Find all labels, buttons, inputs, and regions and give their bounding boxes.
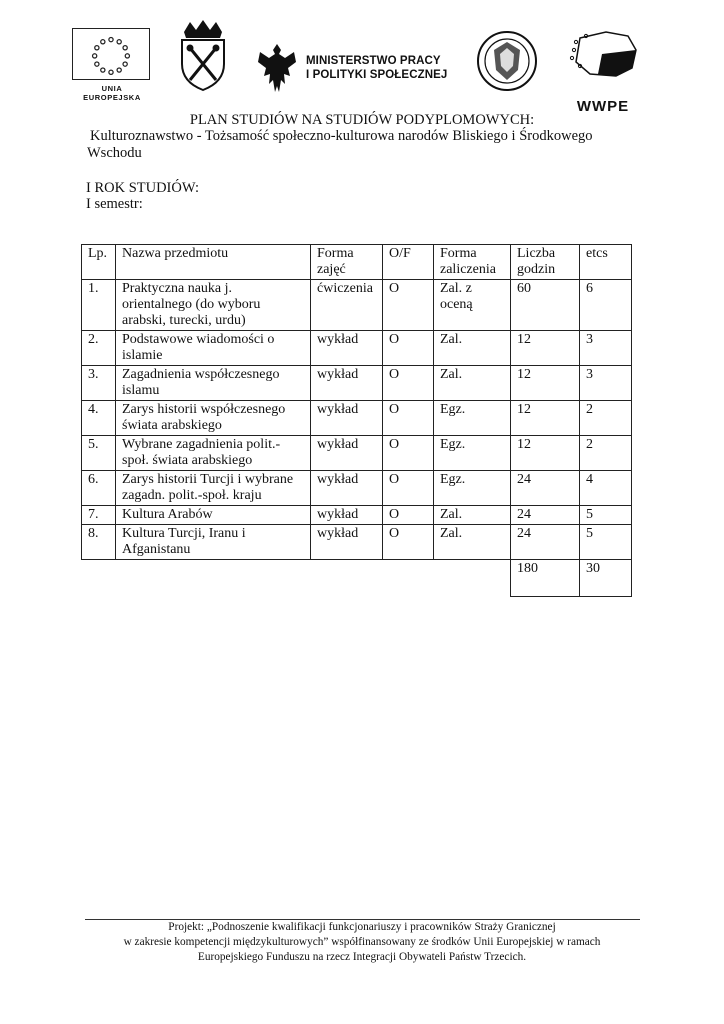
- cell-assessment: Zal.: [434, 506, 511, 525]
- cell-lp: 5.: [82, 436, 116, 471]
- cell-assessment: Egz.: [434, 401, 511, 436]
- cell-form: ćwiczenia: [311, 280, 383, 331]
- cell-etcs: 5: [580, 506, 632, 525]
- ministry-logo-text: [306, 54, 447, 82]
- cell-hours: 12: [511, 401, 580, 436]
- cell-lp: 7.: [82, 506, 116, 525]
- table-row: [82, 436, 632, 471]
- cell-of: O: [383, 436, 434, 471]
- cell-subject: Kultura Turcji, Iranu i Afganistanu: [116, 525, 311, 560]
- cell-subject: Zarys historii współczesnego świata arabskiego: [116, 401, 311, 436]
- cell-form: wykład: [311, 525, 383, 560]
- border-guard-seal-logo: [476, 30, 538, 92]
- cell-lp: 4.: [82, 401, 116, 436]
- table-row: [82, 280, 632, 331]
- cell-form: wykład: [311, 366, 383, 401]
- cell-assessment: Zal.: [434, 525, 511, 560]
- ministry-line-1: MINISTERSTWO PRACY: [306, 55, 441, 67]
- cell-lp: 8.: [82, 525, 116, 560]
- year-label: I ROK STUDIÓW:: [86, 180, 200, 196]
- university-crest-logo: [176, 18, 230, 92]
- header-form: Forma zajęć: [311, 245, 383, 280]
- cell-of: O: [383, 471, 434, 506]
- polish-eagle-logo: [254, 40, 300, 96]
- cell-subject: Praktyczna nauka j. orientalnego (do wyboru arabski, turecki, urdu): [116, 280, 311, 331]
- eu-flag-logo: [72, 28, 150, 80]
- footer-line-2: w zakresie kompetencji międzykulturowych” współfinansowany ze środków Unii Europejskiej w ramach: [123, 936, 601, 948]
- totals-row: [82, 560, 632, 597]
- study-plan-table: [81, 244, 632, 597]
- cell-etcs: 5: [580, 525, 632, 560]
- cell-of: O: [383, 366, 434, 401]
- cell-assessment: Egz.: [434, 436, 511, 471]
- cell-subject: Wybrane zagadnienia polit.-społ. świata arabskiego: [116, 436, 311, 471]
- header-assessment: Forma zaliczenia: [434, 245, 511, 280]
- year-heading: [86, 180, 199, 212]
- cell-hours: 12: [511, 331, 580, 366]
- total-hours: 180: [511, 560, 580, 597]
- cell-form: wykład: [311, 471, 383, 506]
- cell-subject: Podstawowe wiadomości o islamie: [116, 331, 311, 366]
- cell-subject: Zagadnienia współczesnego islamu: [116, 366, 311, 401]
- cell-subject: Zarys historii Turcji i wybrane zagadn. polit.-społ. kraju: [116, 471, 311, 506]
- cell-lp: 2.: [82, 331, 116, 366]
- footer-line-3: Europejskiego Funduszu na rzecz Integracji Obywateli Państw Trzecich.: [197, 951, 527, 963]
- wwpe-caption: WWPE: [576, 98, 630, 115]
- cell-of: O: [383, 506, 434, 525]
- cell-etcs: 3: [580, 366, 632, 401]
- total-etcs: 30: [580, 560, 632, 597]
- cell-etcs: 3: [580, 331, 632, 366]
- cell-hours: 12: [511, 436, 580, 471]
- header-lp: Lp.: [82, 245, 116, 280]
- header-etcs: etcs: [580, 245, 632, 280]
- table-row: [82, 401, 632, 436]
- semester-label: I semestr:: [86, 196, 143, 212]
- logo-bar: [0, 18, 724, 115]
- cell-hours: 12: [511, 366, 580, 401]
- cell-assessment: Zal.: [434, 331, 511, 366]
- cell-lp: 3.: [82, 366, 116, 401]
- cell-hours: 24: [511, 506, 580, 525]
- table-row: [82, 506, 632, 525]
- header-subject: Nazwa przedmiotu: [116, 245, 311, 280]
- table-row: [82, 471, 632, 506]
- page-title: PLAN STUDIÓW NA STUDIÓW PODYPLOMOWYCH:: [189, 112, 535, 128]
- cell-subject: Kultura Arabów: [116, 506, 311, 525]
- footer-line-1: Projekt: „Podnoszenie kwalifikacji funkcjonariuszy i pracowników Straży Granicznej: [168, 921, 556, 933]
- cell-lp: 6.: [82, 471, 116, 506]
- cell-of: O: [383, 401, 434, 436]
- header-of: O/F: [383, 245, 434, 280]
- program-subtitle: Kulturoznawstwo - Tożsamość społeczno-kulturowa narodów Bliskiego i Środkowego Wschodu: [87, 128, 593, 161]
- cell-hours: 24: [511, 471, 580, 506]
- table-row: [82, 331, 632, 366]
- cell-form: wykład: [311, 436, 383, 471]
- cell-form: wykład: [311, 401, 383, 436]
- header-hours: Liczba godzin: [511, 245, 580, 280]
- project-footer: [70, 920, 654, 965]
- cell-of: O: [383, 331, 434, 366]
- cell-etcs: 4: [580, 471, 632, 506]
- cell-assessment: Egz.: [434, 471, 511, 506]
- ministry-line-2: I POLITYKI SPOŁECZNEJ: [306, 69, 448, 81]
- cell-etcs: 2: [580, 401, 632, 436]
- wwpe-map-logo: [566, 28, 640, 82]
- cell-assessment: Zal. z oceną: [434, 280, 511, 331]
- table-header-row: [82, 245, 632, 280]
- cell-lp: 1.: [82, 280, 116, 331]
- cell-assessment: Zal.: [434, 366, 511, 401]
- totals-spacer: [82, 560, 511, 597]
- eu-caption: UNIA EUROPEJSKA: [83, 84, 141, 102]
- cell-form: wykład: [311, 506, 383, 525]
- cell-of: O: [383, 280, 434, 331]
- cell-etcs: 2: [580, 436, 632, 471]
- cell-hours: 60: [511, 280, 580, 331]
- cell-of: O: [383, 525, 434, 560]
- table-row: [82, 366, 632, 401]
- table-row: [82, 525, 632, 560]
- cell-form: wykład: [311, 331, 383, 366]
- cell-etcs: 6: [580, 280, 632, 331]
- cell-hours: 24: [511, 525, 580, 560]
